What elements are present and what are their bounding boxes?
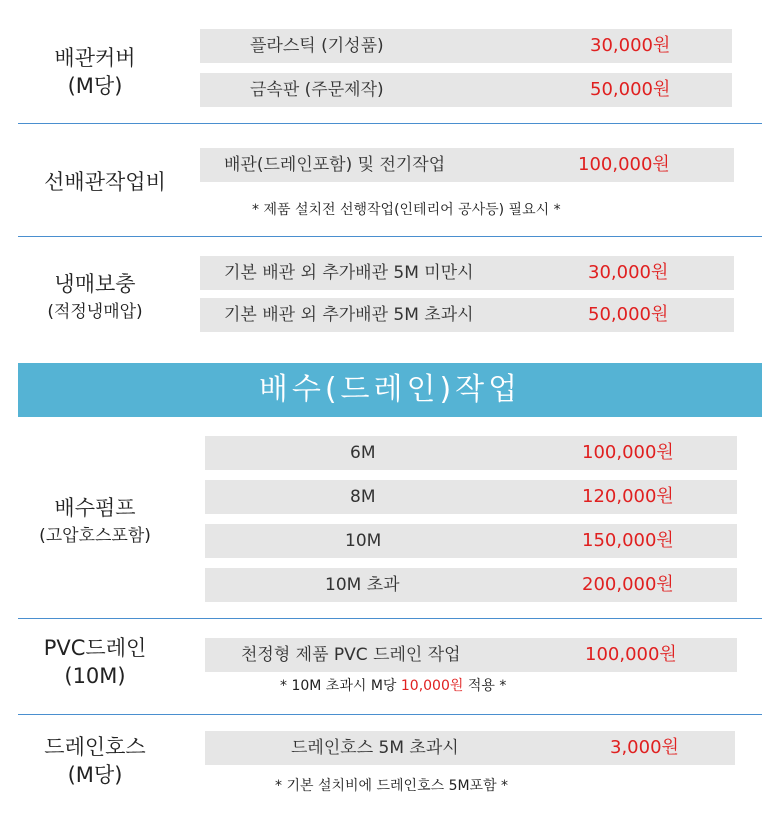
drain-hose-note: * 기본 설치비에 드레인호스 5M포함 * xyxy=(275,778,509,794)
item-price: 30,000원 xyxy=(590,35,671,56)
pipe-cover-subtitle: (M당) xyxy=(67,74,123,98)
item-label: 기본 배관 외 추가배관 5M 미만시 xyxy=(224,263,474,283)
pvc-drain-category xyxy=(20,634,170,690)
price-row xyxy=(205,731,735,765)
item-price: 100,000원 xyxy=(585,644,677,665)
price-row xyxy=(205,524,737,558)
item-price: 100,000원 xyxy=(582,442,674,463)
drain-hose-title: 드레인호스 xyxy=(44,735,146,759)
pipe-cover-category xyxy=(20,44,170,100)
note-highlight-price: 10,000원 xyxy=(400,678,464,694)
item-price: 100,000원 xyxy=(578,154,670,175)
pipe-cover-title: 배관커버 xyxy=(54,46,136,70)
price-row xyxy=(200,298,734,332)
price-row xyxy=(200,148,734,182)
drain-pump-category xyxy=(20,494,170,550)
item-label: 플라스틱 (기성품) xyxy=(250,36,384,56)
item-price: 120,000원 xyxy=(582,486,674,507)
note-prefix: * 10M 초과시 M당 xyxy=(280,678,401,694)
drain-hose-category xyxy=(20,733,170,789)
item-price: 200,000원 xyxy=(582,574,674,595)
item-label: 10M 초과 xyxy=(325,575,400,595)
item-label: 천정형 제품 PVC 드레인 작업 xyxy=(241,645,461,665)
item-price: 150,000원 xyxy=(582,530,674,551)
item-label: 6M xyxy=(350,443,376,463)
item-price: 3,000원 xyxy=(610,737,679,758)
section-divider xyxy=(18,236,762,237)
pre-piping-category xyxy=(20,168,190,196)
drain-hose-subtitle: (M당) xyxy=(67,763,123,787)
drain-pump-title: 배수펌프 xyxy=(54,496,136,520)
price-row xyxy=(205,480,737,514)
pvc-drain-title: PVC드레인 xyxy=(43,636,147,660)
item-price: 50,000원 xyxy=(588,304,669,325)
item-label: 금속판 (주문제작) xyxy=(250,80,384,100)
price-row xyxy=(205,638,737,672)
refrigerant-category xyxy=(20,270,170,326)
section-divider xyxy=(18,123,762,124)
item-label: 기본 배관 외 추가배관 5M 초과시 xyxy=(224,305,474,325)
price-row xyxy=(200,29,732,63)
item-price: 50,000원 xyxy=(590,79,671,100)
price-row xyxy=(200,73,732,107)
price-row xyxy=(200,256,734,290)
pre-piping-title: 선배관작업비 xyxy=(44,170,166,194)
drain-work-banner: 배수(드레인)작업 xyxy=(18,363,762,417)
pvc-drain-note xyxy=(280,676,506,696)
price-row xyxy=(205,436,737,470)
drain-pump-subtitle: (고압호스포함) xyxy=(39,526,151,546)
note-suffix: 적용 * xyxy=(463,678,507,694)
pre-piping-note: * 제품 설치전 선행작업(인테리어 공사등) 필요시 * xyxy=(252,202,561,218)
refrigerant-subtitle: (적정냉매압) xyxy=(47,302,143,322)
item-label: 10M xyxy=(345,531,382,551)
section-divider xyxy=(18,618,762,619)
price-row xyxy=(205,568,737,602)
item-label: 8M xyxy=(350,487,376,507)
refrigerant-title: 냉매보충 xyxy=(54,272,136,296)
pvc-drain-subtitle: (10M) xyxy=(64,664,126,688)
section-divider xyxy=(18,714,762,715)
item-label: 드레인호스 5M 초과시 xyxy=(291,738,459,758)
item-label: 배관(드레인포함) 및 전기작업 xyxy=(224,155,446,175)
item-price: 30,000원 xyxy=(588,262,669,283)
